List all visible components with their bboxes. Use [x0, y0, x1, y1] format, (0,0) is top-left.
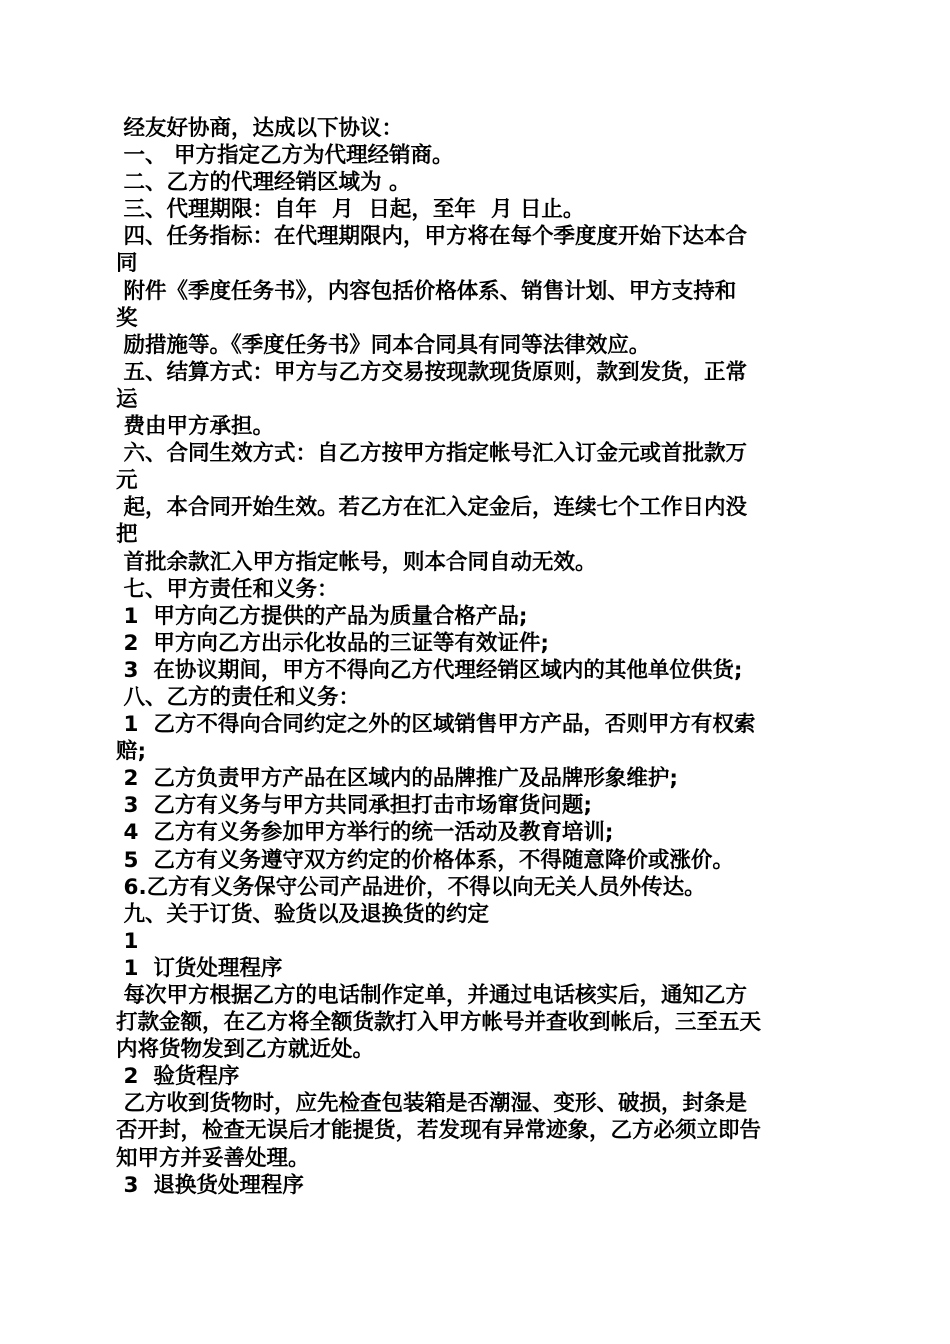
text-line: 经友好协商，达成以下协议：: [116, 116, 403, 141]
text-line: 四、任务指标：在代理期限内，甲方将在每个季度度开始下达本合: [116, 224, 747, 250]
text-line: 费由甲方承担。: [116, 414, 274, 440]
text-line: 1: [116, 928, 139, 954]
text-line: 2 验货程序: [116, 1064, 240, 1090]
text-line: 八、乙方的责任和义务：: [116, 684, 360, 710]
text-line: 附件《季度任务书》，内容包括价格体系、销售计划、甲方支持和: [116, 278, 737, 304]
text-line: 打款金额，在乙方将全额货款打入甲方帐号并查收到帐后，三至五天: [116, 1010, 762, 1036]
text-line: 运: [116, 386, 138, 412]
text-line: 6.乙方有义务保守公司产品进价，不得以向无关人员外传达。: [116, 874, 706, 900]
text-line: 奖: [116, 305, 138, 331]
text-line: 1 乙方不得向合同约定之外的区域销售甲方产品，否则甲方有权索: [116, 712, 756, 738]
text-line: 二、乙方的代理经销区域为 。: [116, 170, 411, 196]
text-line: 一、 甲方指定乙方为代理经销商。: [116, 143, 454, 169]
text-line: 5 乙方有义务遵守双方约定的价格体系，不得随意降价或涨价。: [116, 847, 734, 873]
text-line: 首批余款汇入甲方指定帐号，则本合同自动无效。: [116, 549, 597, 575]
text-line: 三、代理期限：自年 月 日起，至年 月 日止。: [116, 197, 585, 223]
text-line: 1 甲方向乙方提供的产品为质量合格产品;: [116, 603, 528, 629]
text-line: 3 退换货处理程序: [116, 1172, 304, 1198]
text-line: 3 在协议期间，甲方不得向乙方代理经销区域内的其他单位供货;: [116, 657, 743, 683]
text-line: 同: [116, 251, 138, 277]
text-line: 七、甲方责任和义务：: [116, 576, 339, 602]
text-line: 九、关于订货、验货以及退换货的约定: [116, 901, 489, 927]
text-line: 每次甲方根据乙方的电话制作定单，并通过电话核实后，通知乙方: [116, 983, 747, 1008]
text-line: 4 乙方有义务参加甲方举行的统一活动及教育培训;: [116, 820, 614, 846]
text-line: 起，本合同开始生效。若乙方在汇入定金后，连续七个工作日内没: [116, 495, 747, 521]
text-line: 知甲方并妥善处理。: [116, 1145, 310, 1171]
text-line: 3 乙方有义务与甲方共同承担打击市场窜货问题;: [116, 793, 593, 819]
text-line: 1 订货处理程序: [116, 955, 283, 981]
text-line: 2 乙方负责甲方产品在区域内的品牌推广及品牌形象维护;: [116, 766, 679, 792]
text-line: 六、合同生效方式：自乙方按甲方指定帐号汇入订金元或首批款万: [116, 441, 747, 467]
text-line: 内将货物发到乙方就近处。: [116, 1037, 375, 1063]
text-line: 励措施等。《季度任务书》同本合同具有同等法律效应。: [116, 332, 651, 358]
contract-text: [116, 115, 846, 1199]
text-line: 元: [116, 468, 138, 494]
text-line: 把: [116, 522, 138, 548]
text-line: 五、结算方式：甲方与乙方交易按现款现货原则，款到发货，正常: [116, 359, 747, 385]
text-line: 乙方收到货物时，应先检查包装箱是否潮湿、变形、破损，封条是: [116, 1091, 747, 1117]
text-line: 赔;: [116, 739, 147, 765]
text-line: 2 甲方向乙方出示化妆品的三证等有效证件;: [116, 630, 550, 656]
text-line: 否开封，检查无误后才能提货，若发现有异常迹象，乙方必须立即告: [116, 1118, 762, 1144]
